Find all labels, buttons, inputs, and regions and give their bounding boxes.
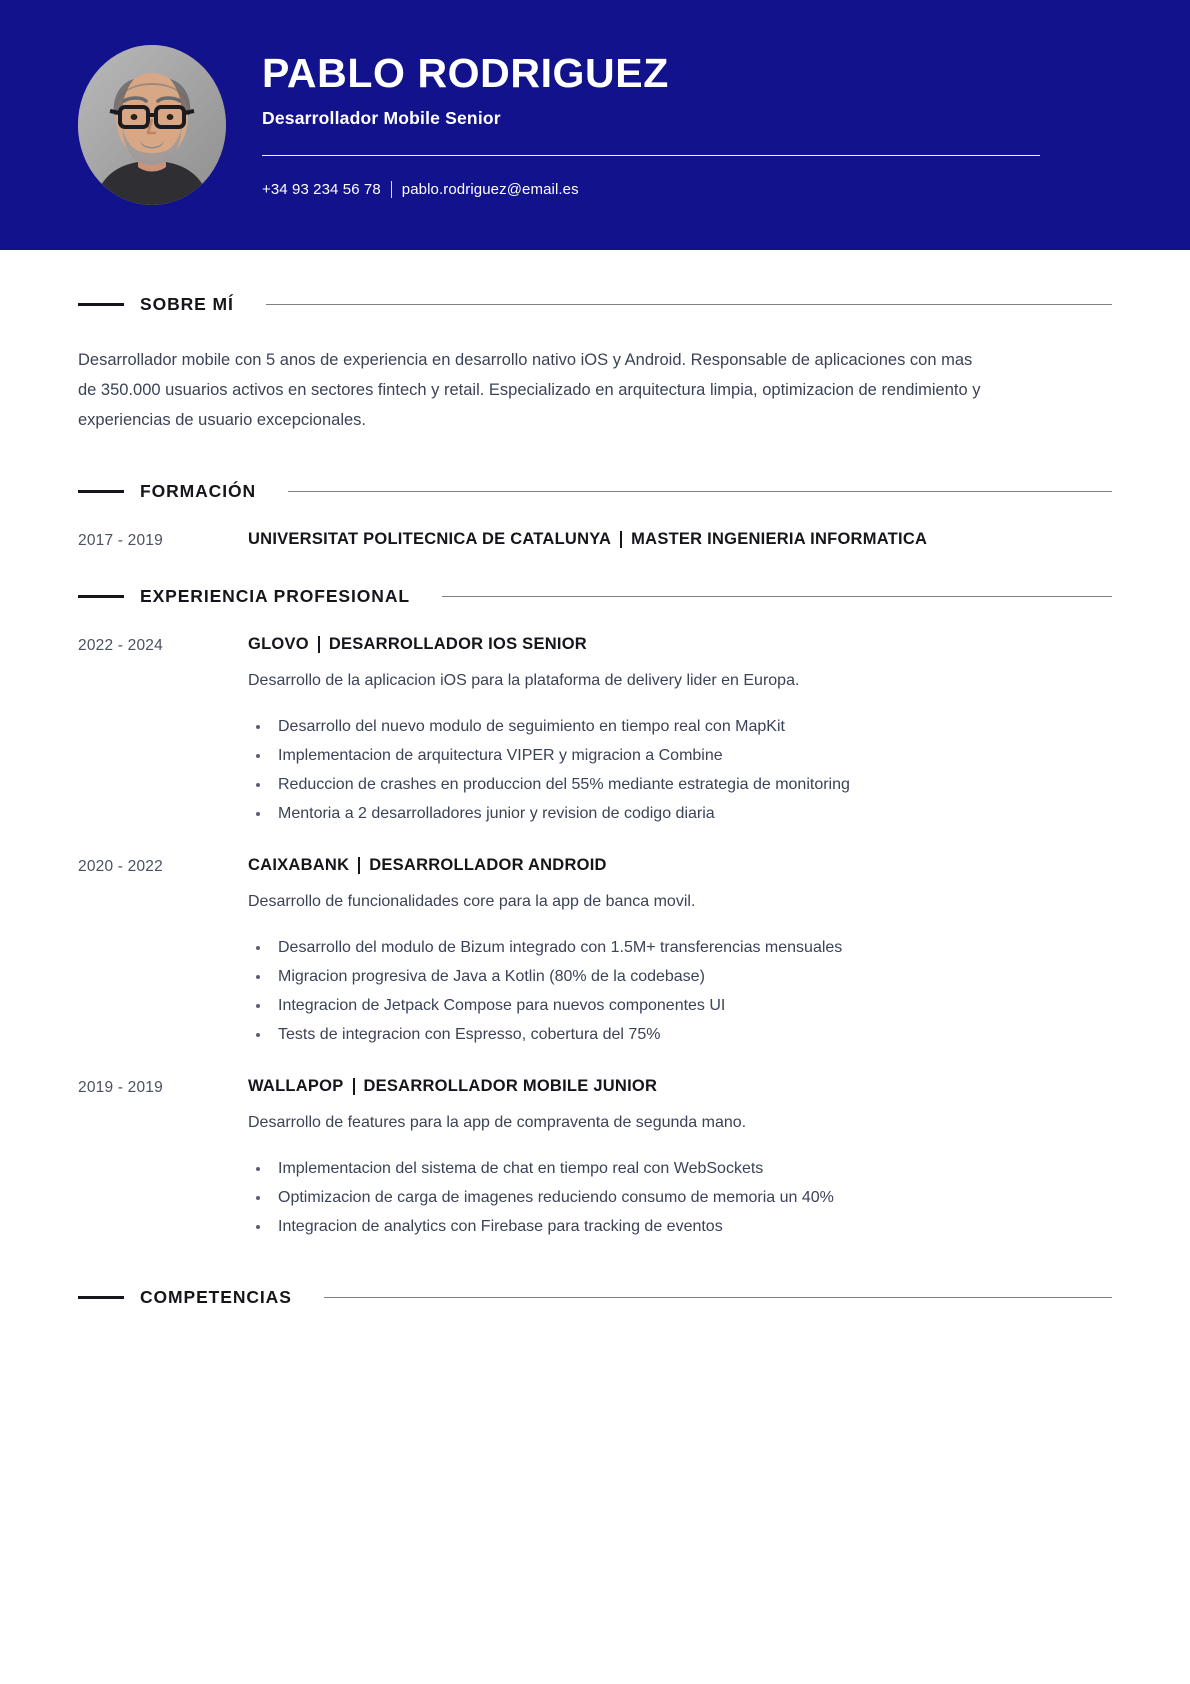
experience-description: Desarrollo de features para la app de compraventa de segunda mano.	[248, 1114, 747, 1131]
experience-description: Desarrollo de la aplicacion iOS para la plataforma de delivery lider en Europa.	[248, 672, 800, 689]
experience-bullet-list	[248, 712, 1112, 828]
experience-title	[248, 1077, 1112, 1096]
experience-title	[248, 856, 1112, 875]
experience-company: GLOVO	[248, 635, 309, 653]
list-item: Tests de integracion con Espresso, cobertura del 75%	[248, 1020, 1112, 1049]
experience-title	[248, 635, 1112, 654]
experience-dates: 2022 - 2024	[78, 637, 163, 654]
avatar	[78, 45, 226, 205]
section-title-experience: EXPERIENCIA PROFESIONAL	[140, 586, 410, 606]
section-rule	[442, 596, 1112, 597]
section-header-skills	[78, 1287, 1112, 1308]
experience-entry	[78, 856, 1112, 1049]
experience-entry	[78, 1077, 1112, 1241]
section-title-about: SOBRE MÍ	[140, 294, 234, 314]
experience-bullet-list	[248, 933, 1112, 1049]
page-title: PABLO RODRIGUEZ	[262, 50, 669, 97]
experience-position: DESARROLLADOR MOBILE JUNIOR	[363, 1077, 658, 1095]
section-header-experience	[78, 586, 1112, 607]
header-divider	[262, 155, 1040, 156]
experience-entry	[78, 635, 1112, 828]
education-degree: MASTER INGENIERIA INFORMATICA	[631, 530, 928, 548]
experience-bullet-list	[248, 1154, 1112, 1241]
list-item: Desarrollo del modulo de Bizum integrado con 1.5M+ transferencias mensuales	[248, 933, 1112, 962]
experience-description: Desarrollo de funcionalidades core para la app de banca movil.	[248, 893, 696, 910]
phone-text: +34 93 234 56 78	[262, 180, 381, 198]
resume-body	[0, 250, 1190, 1308]
title-separator	[620, 531, 622, 548]
contact-separator	[391, 181, 392, 198]
section-dash-icon	[78, 490, 124, 493]
about-paragraph: Desarrollador mobile con 5 anos de experiencia en desarrollo nativo iOS y Android. Responsable de aplicaciones con mas de 350.000 usuarios activos en sectores fintech y retail. Especializado en arquitectura limpia, optimizacion de rendimiento y experiencias de usuario excepcionales.	[78, 351, 981, 429]
experience-company: CAIXABANK	[248, 856, 350, 874]
list-item: Integracion de analytics con Firebase para tracking de eventos	[248, 1212, 1112, 1241]
email-text: pablo.rodriguez@email.es	[401, 180, 579, 198]
list-item: Implementacion del sistema de chat en tiempo real con WebSockets	[248, 1154, 1112, 1183]
list-item: Optimizacion de carga de imagenes reduciendo consumo de memoria un 40%	[248, 1183, 1112, 1212]
contact-line	[262, 181, 1040, 198]
section-header-education	[78, 481, 1112, 502]
title-separator	[318, 636, 320, 653]
section-title-skills: COMPETENCIAS	[140, 1287, 292, 1307]
list-item: Migracion progresiva de Java a Kotlin (80% de la codebase)	[248, 962, 1112, 991]
section-dash-icon	[78, 1296, 124, 1299]
list-item: Implementacion de arquitectura VIPER y migracion a Combine	[248, 741, 1112, 770]
job-role: Desarrollador Mobile Senior	[262, 107, 501, 128]
list-item: Integracion de Jetpack Compose para nuevos componentes UI	[248, 991, 1112, 1020]
header-text-block	[262, 52, 1190, 197]
section-rule	[288, 491, 1112, 492]
section-title-education: FORMACIÓN	[140, 481, 257, 501]
section-rule	[266, 304, 1112, 305]
resume-header	[0, 0, 1190, 250]
list-item: Desarrollo del nuevo modulo de seguimiento en tiempo real con MapKit	[248, 712, 1112, 741]
education-title	[248, 530, 1112, 549]
experience-position: DESARROLLADOR IOS SENIOR	[328, 635, 587, 653]
experience-company: WALLAPOP	[248, 1077, 344, 1095]
title-separator	[358, 857, 360, 874]
section-rule	[324, 1297, 1112, 1298]
list-item: Mentoria a 2 desarrolladores junior y revision de codigo diaria	[248, 799, 1112, 828]
title-separator	[353, 1078, 355, 1095]
section-header-about	[78, 294, 1112, 315]
section-dash-icon	[78, 595, 124, 598]
experience-position: DESARROLLADOR ANDROID	[369, 856, 607, 874]
experience-dates: 2020 - 2022	[78, 858, 163, 875]
section-dash-icon	[78, 303, 124, 306]
experience-dates: 2019 - 2019	[78, 1079, 163, 1096]
list-item: Reduccion de crashes en produccion del 55% mediante estrategia de monitoring	[248, 770, 1112, 799]
education-institution: UNIVERSITAT POLITECNICA DE CATALUNYA	[248, 530, 612, 548]
education-dates: 2017 - 2019	[78, 532, 163, 549]
education-entry	[78, 530, 1112, 550]
